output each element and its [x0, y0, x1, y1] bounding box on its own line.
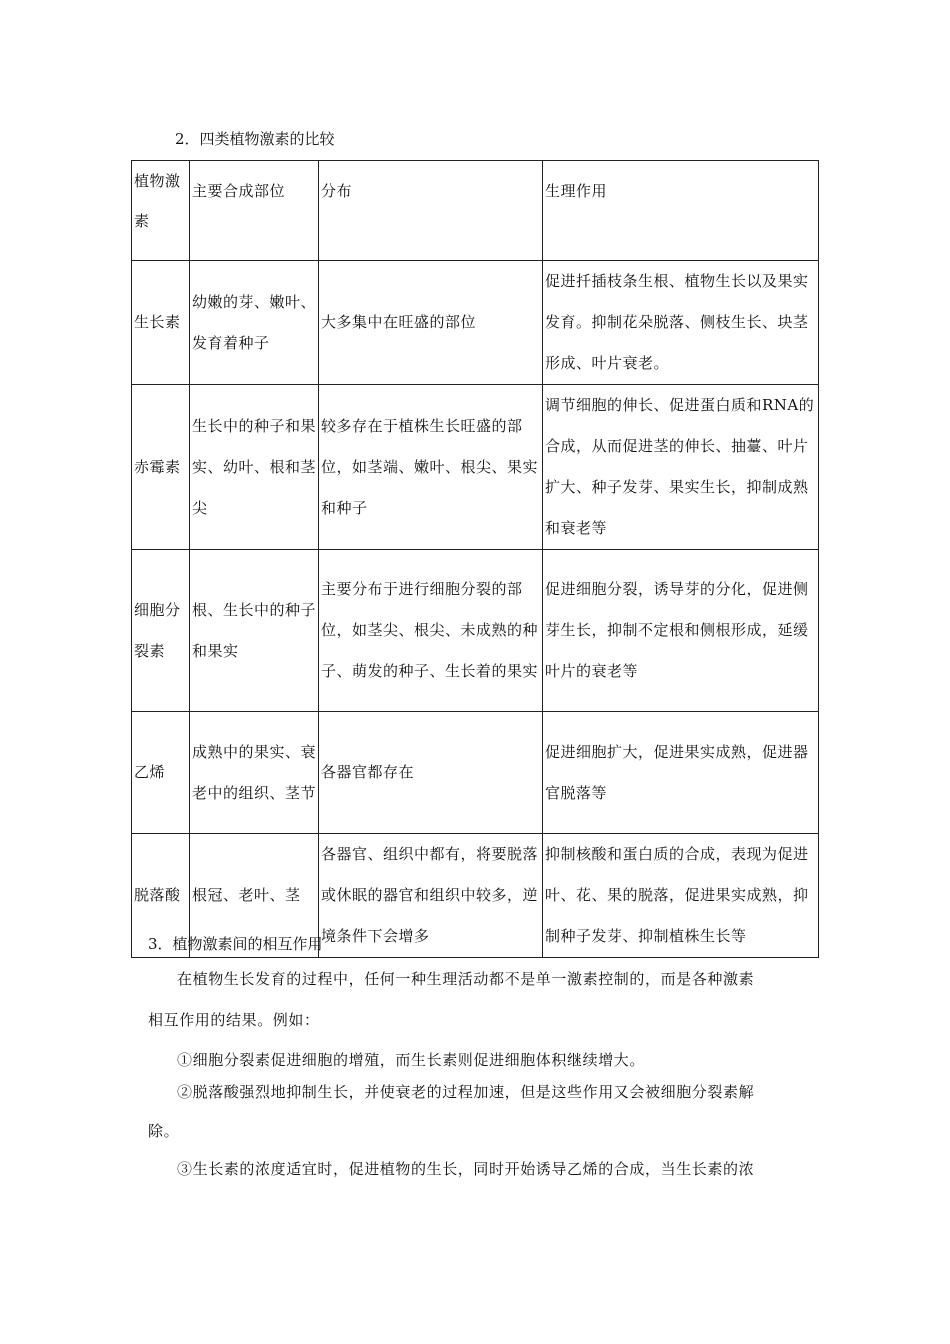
hormone-name: 赤霉素 — [132, 385, 190, 550]
intro-paragraph-line2: 相互作用的结果。例如： — [148, 1011, 320, 1029]
header-hormone: 植物激素 — [132, 161, 190, 261]
physiological-function: 促进扦插枝条生根、植物生长以及果实发育。抑制花朵脱落、侧枝生长、块茎形成、叶片衰老。 — [543, 261, 819, 385]
distribution: 主要分布于进行细胞分裂的部位，如茎尖、根尖、未成熟的种子、萌发的种子、生长着的果实 — [319, 550, 543, 712]
example-item-3: ③生长素的浓度适宜时，促进植物的生长，同时开始诱导乙烯的合成，当生长素的浓 — [177, 1160, 755, 1178]
table-row — [132, 712, 819, 834]
table-row — [132, 261, 819, 385]
header-site: 主要合成部位 — [190, 161, 319, 261]
table-row — [132, 550, 819, 712]
table-row — [132, 385, 819, 550]
hormone-name: 乙烯 — [132, 712, 190, 834]
hormone-name: 生长素 — [132, 261, 190, 385]
hormone-name: 细胞分裂素 — [132, 550, 190, 712]
distribution: 较多存在于植株生长旺盛的部位，如茎端、嫩叶、根尖、果实和种子 — [319, 385, 543, 550]
distribution: 大多集中在旺盛的部位 — [319, 261, 543, 385]
hormone-comparison-table — [131, 160, 819, 958]
physiological-function: 抑制核酸和蛋白质的合成，表现为促进叶、花、果的脱落，促进果实成熟，抑制种子发芽、抑制植株生长等 — [543, 834, 819, 958]
physiological-function: 促进细胞扩大，促进果实成熟，促进器官脱落等 — [543, 712, 819, 834]
synthesis-site: 生长中的种子和果实、幼叶、根和茎尖 — [190, 385, 319, 550]
physiological-function: 调节细胞的伸长、促进蛋白质和RNA的合成，从而促进茎的伸长、抽薹、叶片扩大、种子发芽、果实生长，抑制成熟和衰老等 — [543, 385, 819, 550]
section-title-comparison: 2．四类植物激素的比较 — [175, 130, 335, 148]
table-header-row — [132, 161, 819, 261]
synthesis-site: 根冠、老叶、茎 — [190, 834, 319, 958]
example-item-2-line1: ②脱落酸强烈地抑制生长，并使衰老的过程加速，但是这些作用又会被细胞分裂素解 — [177, 1083, 755, 1101]
synthesis-site: 成熟中的果实、衰老中的组织、茎节 — [190, 712, 319, 834]
distribution: 各器官、组织中都有，将要脱落或休眠的器官和组织中较多，逆境条件下会增多 — [319, 834, 543, 958]
distribution: 各器官都存在 — [319, 712, 543, 834]
intro-paragraph-line1: 在植物生长发育的过程中，任何一种生理活动都不是单一激素控制的，而是各种激素 — [177, 970, 755, 988]
header-distribution: 分布 — [319, 161, 543, 261]
synthesis-site: 幼嫩的芽、嫩叶、发育着种子 — [190, 261, 319, 385]
example-item-1: ①细胞分裂素促进细胞的增殖，而生长素则促进细胞体积继续增大。 — [177, 1051, 646, 1069]
example-item-2-line2: 除。 — [148, 1122, 180, 1140]
synthesis-site: 根、生长中的种子和果实 — [190, 550, 319, 712]
physiological-function: 促进细胞分裂，诱导芽的分化，促进侧芽生长，抑制不定根和侧根形成，延缓叶片的衰老等 — [543, 550, 819, 712]
section-title-interaction: 3．植物激素间的相互作用 — [148, 935, 323, 953]
header-function: 生理作用 — [543, 161, 819, 261]
hormone-name: 脱落酸 — [132, 834, 190, 958]
